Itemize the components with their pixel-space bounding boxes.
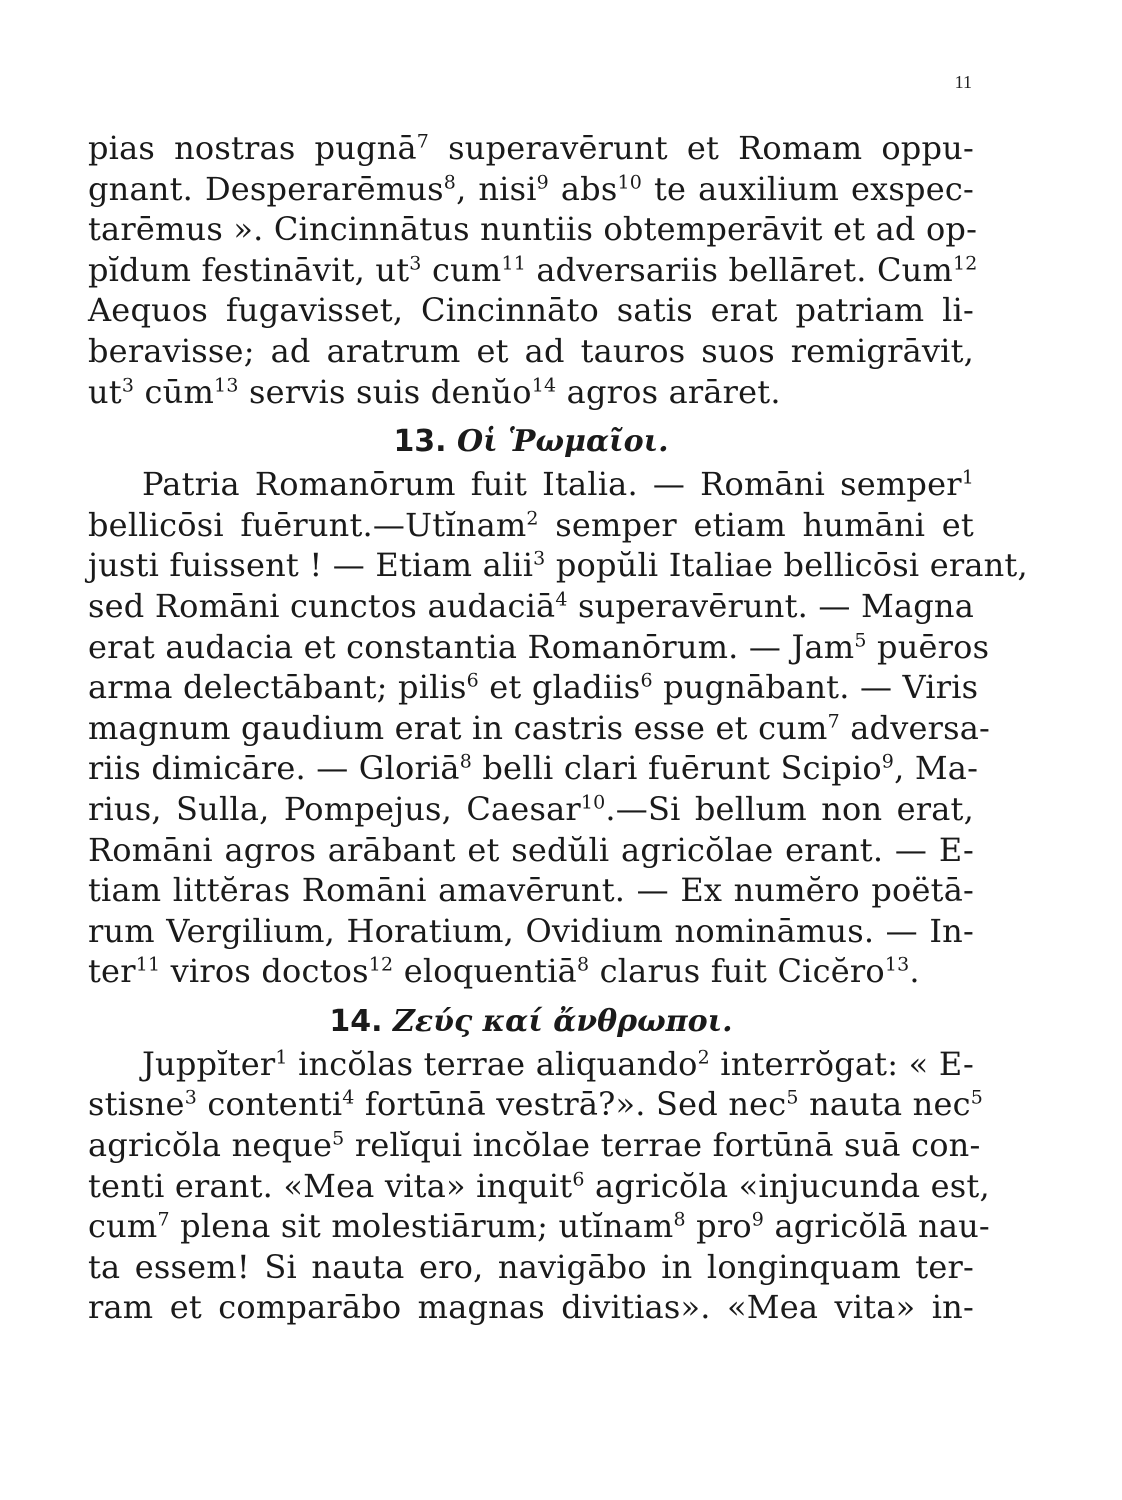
footnote-ref: 5 <box>332 1127 345 1150</box>
text-line: tenti erant. «Mea vita» inquit$^6$ agricŏla «injucunda est, <box>88 1166 990 1205</box>
text-line: ter$^{11}$ viros doctos$^{12}$ eloquentiā$^8$ clarus fuit Cicĕro$^{13}$. <box>88 952 920 991</box>
footnote-ref: 4 <box>555 588 568 611</box>
footnote-ref: 3 <box>184 1086 197 1109</box>
section-13-heading <box>88 412 974 464</box>
footnote-ref: 11 <box>135 953 161 976</box>
footnote-ref: 14 <box>531 373 557 396</box>
footnote-ref: 10 <box>580 791 606 814</box>
text-line: riis dimicāre. — Gloriā$^8$ belli clari fuērunt Scipio$^9$, Ma- <box>88 749 979 788</box>
text-line: Aequos fugavisset, Cincinnāto satis erat patriam li- <box>88 291 974 330</box>
footnote-ref: 2 <box>526 507 539 530</box>
footnote-ref: 7 <box>157 1208 170 1231</box>
text-line: tiam littĕras Romāni amavērunt. — Ex numĕro poëtā- <box>88 871 974 910</box>
section-title: Οἱ Ῥωμαῖοι. <box>457 424 669 460</box>
footnote-ref: 8 <box>443 170 457 193</box>
text-body <box>88 128 1028 1328</box>
section-title: Ζεύς καί ἄνθρωποι. <box>393 1003 733 1039</box>
text-line: cum$^7$ plena sit molestiārum; utĭnam$^8$ pro$^9$ agricŏlā nau- <box>88 1207 990 1246</box>
text-line: ta essem! Si nauta ero, navigābo in longinquam ter- <box>88 1247 974 1286</box>
footnote-ref: 5 <box>970 1086 984 1109</box>
section-14-heading <box>88 992 974 1044</box>
text-line: stisne$^3$ contenti$^4$ fortūnā vestrā?». Sed nec$^5$ nauta nec$^5$ <box>88 1085 984 1124</box>
footnote-ref: 13 <box>884 953 910 976</box>
footnote-ref: 5 <box>854 628 867 651</box>
section-14-body <box>88 1044 990 1328</box>
footnote-ref: 10 <box>617 170 643 193</box>
text-line: Juppĭter$^1$ incŏlas terrae aliquando$^2$ interrŏgat: « E- <box>142 1044 975 1083</box>
text-line: magnum gaudium erat in castris esse et cum$^7$ adversa- <box>88 708 991 747</box>
text-line: Patria Romanōrum fuit Italia. — Romāni semper$^1$ <box>142 465 974 504</box>
footnote-ref: 4 <box>342 1086 355 1109</box>
text-line: rum Vergilium, Horatium, Ovidium nomināmus. — In- <box>88 911 974 950</box>
section-number: 14. <box>329 1003 383 1039</box>
footnote-ref: 9 <box>536 170 549 193</box>
footnote-ref: 3 <box>409 252 422 275</box>
footnote-ref: 5 <box>786 1086 799 1109</box>
text-line: rius, Sulla, Pompejus, Caesar$^{10}$.—Si bellum non erat, <box>88 789 974 828</box>
footnote-ref: 3 <box>533 547 546 570</box>
footnote-ref: 9 <box>881 750 895 773</box>
text-line: pĭdum festināvit, $ut^3$ cum$^{11}$ adversariis bellāret. Cum$^{12}$ <box>88 250 978 289</box>
section-number: 13. <box>393 424 447 460</box>
footnote-ref: 7 <box>416 130 430 153</box>
text-line: tarēmus ». Cincinnātus nuntiis obtemperāvit et ad op- <box>88 210 978 249</box>
text-line: ram et comparābo magnas divitias». «Mea vita» in- <box>88 1288 974 1327</box>
text-line: erat audacia et constantia Romanōrum. — Jam$^5$ puēros <box>88 627 990 666</box>
text-line: sed Romāni cunctos audaciā$^4$ superavērunt. — Magna <box>88 586 974 625</box>
footnote-ref: 8 <box>459 750 472 773</box>
footnote-ref: 12 <box>952 252 978 275</box>
text-line: arma delectābant; pilis$^6$ et gladiis$^6$ pugnābant. — Viris <box>88 668 979 707</box>
footnote-ref: 8 <box>673 1208 686 1231</box>
footnote-ref: 11 <box>501 252 527 275</box>
footnote-ref: 6 <box>640 669 653 692</box>
footnote-ref: 12 <box>368 953 394 976</box>
footnote-ref: 6 <box>572 1168 585 1190</box>
text-line: bellicōsi fuērunt.—Utĭnam$^2$ semper etiam humāni et <box>88 505 974 544</box>
section-12-continuation <box>88 128 978 412</box>
text-line: gnant. Desperarēmus$^8$, nisi$^9$ abs$^{10}$ te auxilium exspec- <box>88 169 974 208</box>
footnote-ref: 7 <box>827 710 840 733</box>
section-13-body <box>88 464 1028 992</box>
text-line: Romāni agros arābant et sedŭli agricŏlae erant. — E- <box>88 830 974 869</box>
footnote-ref: 3 <box>121 373 135 396</box>
text-line: $ut^3$ cūm$^{13}$ servis suis denŭo$^{14}$ agros arāret. <box>88 372 781 411</box>
footnote-ref: 9 <box>751 1208 765 1231</box>
text-line: beravisse; ad aratrum et ad tauros suos remigrāvit, <box>88 331 974 370</box>
page-number: 11 <box>954 72 972 92</box>
footnote-ref: 6 <box>466 669 479 692</box>
footnote-ref: 1 <box>961 466 974 489</box>
footnote-ref: 2 <box>697 1046 710 1069</box>
text-line: justi fuissent ! — Etiam alii$^3$ popŭli Italiae bellicōsi erant, <box>88 546 1028 585</box>
text-line: pias nostras pugnā$^7$ superavērunt et Romam oppu- <box>88 129 974 167</box>
footnote-ref: 13 <box>214 373 239 396</box>
footnote-ref: 8 <box>576 953 590 976</box>
text-line: agricŏla neque$^5$ relĭqui incŏlae terrae fortūnā suā con- <box>88 1126 981 1165</box>
footnote-ref: 1 <box>275 1046 288 1069</box>
